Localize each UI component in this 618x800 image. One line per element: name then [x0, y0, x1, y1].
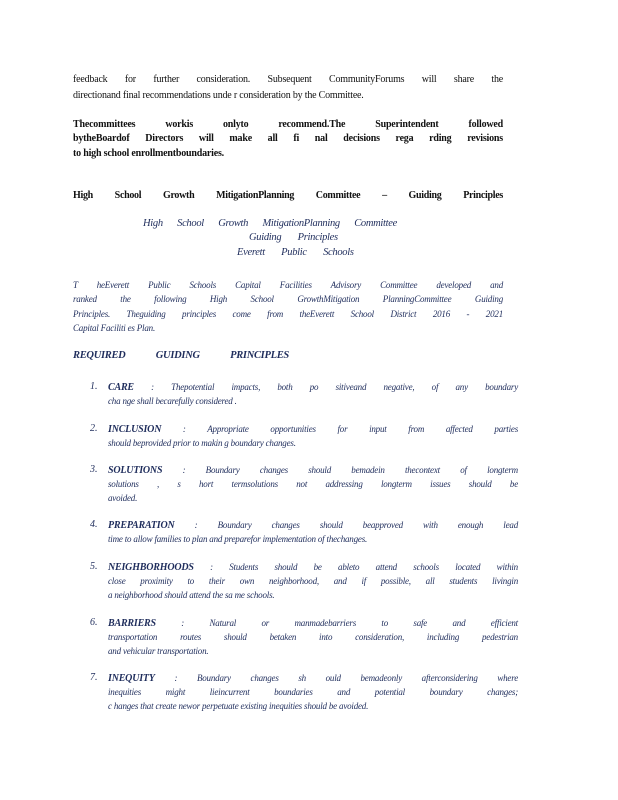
principle-number: 4. — [90, 519, 98, 530]
principle-number: 2. — [90, 423, 98, 434]
principle-line-1 — [108, 561, 518, 574]
title-line-1: High School Growth MitigationPlanning Committee — [143, 218, 398, 229]
principle-number: 6. — [90, 617, 98, 628]
intro-line-1: feedback for further consideration. Subsequent CommunityForums will share the — [73, 74, 503, 85]
principle-line-2: close proximity to their own neighborhood, and if possible, all students livingin — [108, 576, 518, 586]
principle-number: 1. — [90, 381, 98, 392]
principle-term: PREPARATION — [108, 520, 175, 531]
principle-line-3: a neighborhood should attend the sa me schools. — [108, 590, 275, 600]
principle-term: CARE — [108, 382, 134, 393]
principle-text: : Thepotential impacts, both po sitiveand negative, of any boundary — [151, 382, 518, 392]
principle-line-1 — [108, 519, 518, 532]
intro-line-2: directionand final recommendations unde r consideration by the Committee. — [73, 90, 364, 101]
principle-line-1 — [108, 423, 518, 436]
title-line-2: Guiding Principles — [249, 232, 338, 243]
description-line-2: ranked the following High School GrowthMitigation PlanningCommittee Guiding — [73, 294, 503, 304]
principle-text: : Students should be ableto attend schools located within — [210, 562, 518, 572]
principle-term: INEQUITY — [108, 673, 155, 684]
principle-line-1 — [108, 381, 518, 394]
principle-text: : Appropriate opportunities for input from affected parties — [182, 424, 519, 434]
principle-line-1 — [108, 464, 518, 477]
principle-line-3: and vehicular transportation. — [108, 646, 209, 656]
principle-line-2: should beprovided prior to makin g boundary changes. — [108, 438, 296, 448]
principle-line-1 — [108, 672, 518, 685]
principle-line-2: time to allow families to plan and preparefor implementation of thechanges. — [108, 534, 368, 544]
principle-number: 7. — [90, 672, 98, 683]
description-line-1: T heEverett Public Schools Capital Facilities Advisory Committee developed and — [73, 280, 503, 290]
principle-line-3: c hanges that create newor perpetuate existing inequities should be avoided. — [108, 701, 369, 711]
principle-text: : Natural or manmadebarriers to safe and efficient — [181, 618, 518, 628]
section-heading: High School Growth MitigationPlanning Committee – Guiding Principles — [73, 190, 503, 201]
principle-number: 3. — [90, 464, 98, 475]
required-principles-heading: REQUIRED GUIDING PRINCIPLES — [73, 350, 289, 361]
principle-text: : Boundary changes sh ould bemadeonly afterconsidering where — [174, 673, 518, 683]
title-line-3: Everett Public Schools — [237, 247, 354, 258]
decisions-line-2: bytheBoardof Directors will make all fi nal decisions rega rding revisions — [73, 133, 503, 144]
principle-term: NEIGHBORHOODS — [108, 562, 194, 573]
principle-term: BARRIERS — [108, 618, 156, 629]
principle-line-2: inequities might lieincurrent boundaries and potential boundary changes; — [108, 687, 518, 697]
principle-term: INCLUSION — [108, 424, 162, 435]
principle-text: : Boundary changes should bemadein thecontext of longterm — [182, 465, 518, 475]
principle-line-1 — [108, 617, 518, 630]
decisions-line-3: to high school enrollmentboundaries. — [73, 148, 224, 159]
decisions-line-1: Thecommittees workis onlyto recommend.The Superintendent followed — [73, 119, 503, 130]
principle-term: SOLUTIONS — [108, 465, 163, 476]
description-line-4: Capital Faciliti es Plan. — [73, 323, 155, 333]
principle-line-2: solutions , s hort termsolutions not addressing longterm issues should be — [108, 479, 518, 489]
principle-line-2: cha nge shall becarefully considered . — [108, 396, 237, 406]
principle-number: 5. — [90, 561, 98, 572]
description-line-3: Principles. Theguiding principles come from theEverett School District 2016 - 2021 — [73, 309, 503, 319]
principle-text: : Boundary changes should beapproved with enough lead — [194, 520, 518, 530]
principle-line-2: transportation routes should betaken into consideration, including pedestrian — [108, 632, 518, 642]
principle-line-3: avoided. — [108, 493, 138, 503]
